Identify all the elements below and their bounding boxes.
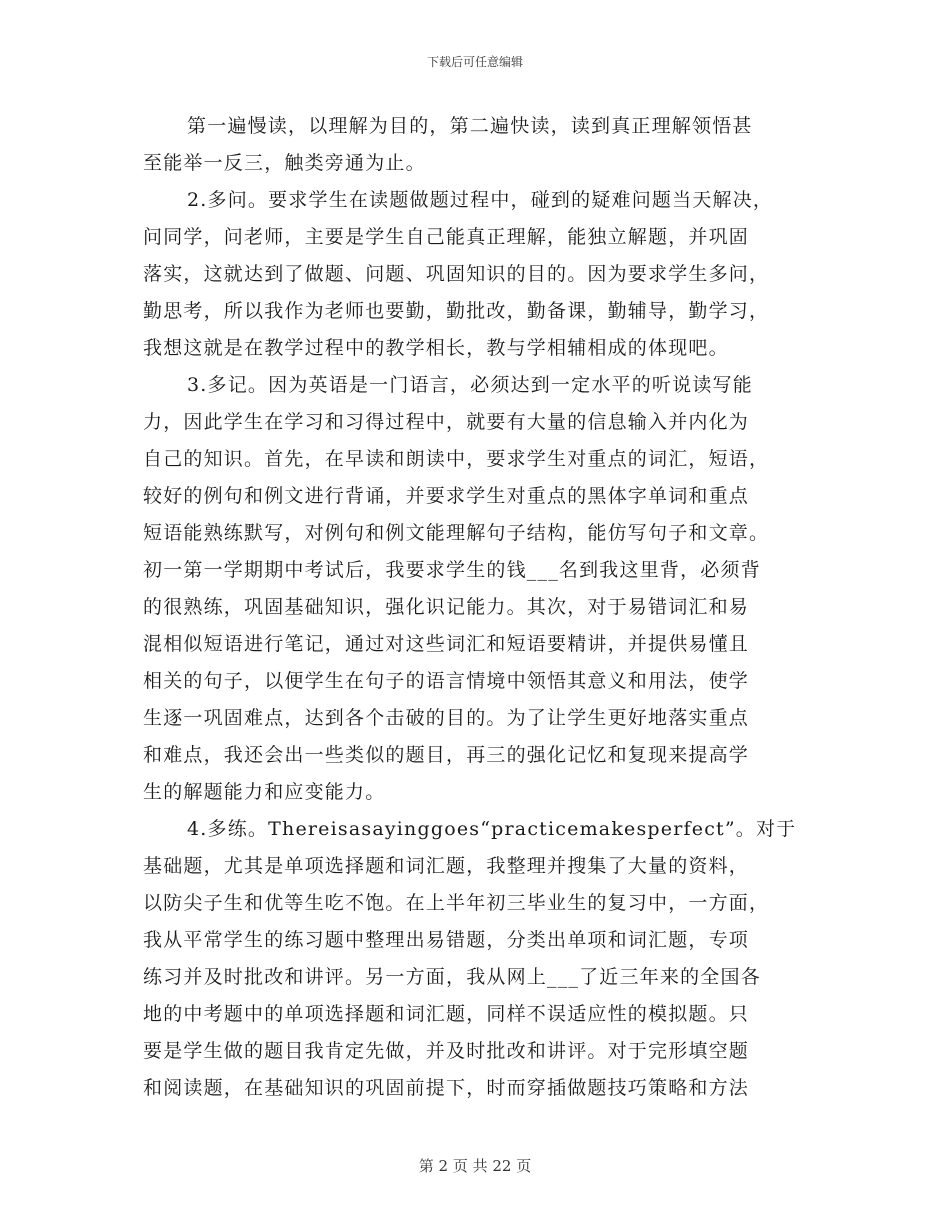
text-line: 初一第一学期期中考试后，我要求学生的钱___名到我这里背，必须背 [143,559,761,581]
text-line: 勤思考，所以我作为老师也要勤，勤批改，勤备课，勤辅导，勤学习， [143,300,770,322]
text-line: 我想这就是在教学过程中的教学相长，教与学相辅相成的体现吧。 [143,337,729,359]
text-line: 要是学生做的题目我肯定先做，并及时批改和讲评。对于完形填空题 [143,1040,750,1062]
text-line: 3.多记。因为英语是一门语言，必须达到一定水平的听说读写能 [187,374,753,396]
text-line: 自己的知识。首先，在早读和朗读中，要求学生对重点的词汇，短语， [143,448,770,470]
text-line: 和难点，我还会出一些类似的题目，再三的强化记忆和复现来提高学 [143,744,750,766]
text-line: 问同学，问老师，主要是学生自己能真正理解，能独立解题，并巩固 [143,226,750,248]
text-line: 我从平常学生的练习题中整理出易错题，分类出单项和词汇题，专项 [143,929,750,951]
text-line: 至能举一反三，触类旁通为止。 [143,152,426,174]
text-line: 基础题，尤其是单项选择题和词汇题，我整理并搜集了大量的资料， [143,855,750,877]
document-body [143,108,808,1107]
text-line: 较好的例句和例文进行背诵，并要求学生对重点的黑体字单词和重点 [143,485,750,507]
text-line: 的很熟练，巩固基础知识，强化识记能力。其次，对于易错词汇和易 [143,596,750,618]
text-line: 生逐一巩固难点，达到各个击破的目的。为了让学生更好地落实重点 [143,707,750,729]
text-line: 练习并及时批改和讲评。另一方面，我从网上___了近三年来的全国各 [143,966,761,988]
text-line: 以防尖子生和优等生吃不饱。在上半年初三毕业生的复习中，一方面， [143,892,770,914]
text-line: 力，因此学生在学习和习得过程中，就要有大量的信息输入并内化为 [143,411,750,433]
text-line: 短语能熟练默写，对例句和例文能理解句子结构，能仿写句子和文章。 [143,522,770,544]
text-line: 第一遍慢读，以理解为目的，第二遍快读，读到真正理解领悟甚 [187,115,753,137]
text-line: 2.多问。要求学生在读题做题过程中，碰到的疑难问题当天解决， [187,189,774,211]
page-number: 第 2 页 共 22 页 [418,1157,532,1175]
text-line: 和阅读题，在基础知识的巩固前提下，时而穿插做题技巧策略和方法 [143,1077,750,1099]
text-line: 混相似短语进行笔记，通过对这些词汇和短语要精讲，并提供易懂且 [143,633,750,655]
text-line: 相关的句子，以便学生在句子的语言情境中领悟其意义和用法，使学 [143,670,750,692]
text-line: 4.多练。Thereisasayinggoes“practicemakesperfect”。对于 [187,818,797,840]
text-line: 落实，这就达到了做题、问题、巩固知识的目的。因为要求学生多问， [143,263,770,285]
page-header: 下载后可任意编辑 [426,55,523,69]
text-line: 生的解题能力和应变能力。 [143,781,386,803]
text-line: 地的中考题中的单项选择题和词汇题，同样不误适应性的模拟题。只 [143,1003,750,1025]
